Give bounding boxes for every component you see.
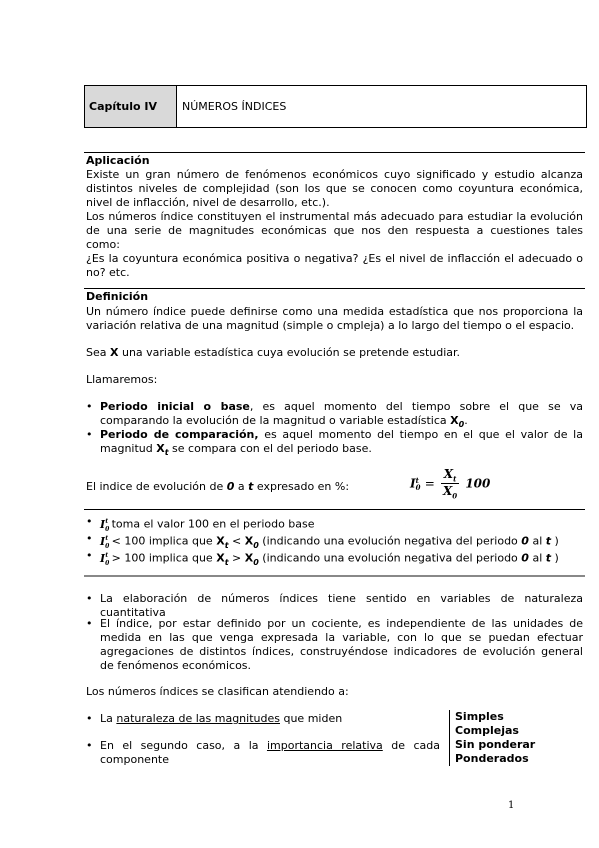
text: es aquel momento del tiempo en el que el valor de la: [258, 428, 583, 441]
divider: [84, 288, 585, 289]
case-greater: [100, 549, 583, 571]
text: > 100 implica que: [108, 551, 217, 565]
underlined-text: importancia relativa: [266, 739, 383, 752]
period-t: t: [248, 480, 254, 493]
index-sup: t: [105, 535, 109, 542]
text: En el segundo caso, a la: [100, 739, 267, 752]
num-var: X: [443, 467, 454, 481]
text-line: La elaboración de números índices tiene sentido en variables de naturaleza: [100, 592, 583, 605]
numerator: [441, 467, 459, 484]
text: magnitud: [100, 442, 157, 455]
bullet-periodo-comparacion: [100, 428, 583, 456]
bullet: •: [86, 739, 93, 752]
bullet: •: [86, 428, 93, 441]
denominator: [441, 484, 459, 500]
text: una variable estadística cuya evolución se pretende estudiar.: [118, 346, 461, 359]
chapter-header: [84, 85, 587, 128]
formula-100: 100: [465, 476, 491, 491]
index-types-list: [449, 710, 535, 766]
sub: t: [224, 540, 229, 550]
text-line: [100, 400, 583, 414]
bullet: •: [86, 549, 93, 562]
subscript: t: [164, 448, 169, 458]
period-0: 0: [521, 534, 529, 548]
text-line: cuantitativa: [100, 606, 166, 619]
divider: [84, 575, 585, 577]
text-line: nivel de inflacción, nivel de desarrollo, etc.).: [86, 196, 330, 209]
divider: [84, 152, 585, 153]
text: .: [464, 414, 468, 427]
var: X: [216, 551, 225, 565]
type-complejas: Complejas: [455, 724, 519, 737]
bullet: •: [86, 592, 93, 605]
text-line: medida en las que venga expresada la variable, con lo que se puedan efectuar: [100, 631, 583, 644]
period-t: t: [545, 534, 552, 548]
period-0: 0: [226, 480, 235, 493]
text-line: como:: [86, 238, 120, 251]
formula-eq: =: [424, 476, 435, 491]
formula-sup: t: [415, 475, 419, 485]
text-line: Los números índice constituyen el instrumental más adecuado para estudiar la evolución: [86, 210, 583, 223]
text: ): [551, 534, 559, 548]
index-symbol: $I_0^t$: [100, 534, 110, 550]
text-line: no? etc.: [86, 266, 130, 279]
index-symbol: $I_0^t$: [100, 517, 110, 533]
text-line: distintos niveles de complejidad (son los que se conocen como coyuntura económica,: [86, 182, 583, 195]
text: ): [551, 551, 559, 565]
text-line: [100, 739, 440, 753]
text-line: [100, 428, 583, 442]
text-line: agregaciones de distintos índices, construyéndose indicadores de evolución general: [100, 645, 583, 658]
op: >: [228, 551, 245, 565]
section-heading-definicion: Definición: [86, 290, 149, 303]
sub: 0: [253, 540, 259, 550]
type-sin-ponderar: Sin ponderar: [455, 738, 536, 751]
sub: t: [224, 557, 229, 567]
text-line: variación relativa de una magnitud (simple o cmpleja) a lo largo del tiempo o el espacio.: [86, 319, 575, 332]
indice-sentence: [86, 480, 583, 494]
index-symbol: $I_0^t$: [100, 551, 110, 567]
text: al: [528, 534, 546, 548]
text: (indicando una evolución negativa del periodo: [258, 551, 522, 565]
period-t: t: [545, 551, 552, 565]
text-line: componente: [100, 753, 169, 766]
term: Periodo de comparación,: [100, 428, 259, 441]
bullet: •: [86, 532, 93, 545]
den-var: X: [442, 484, 453, 499]
page-number: 1: [508, 800, 515, 811]
bullet: •: [86, 400, 93, 413]
text: se compara con el del periodo base.: [168, 442, 372, 455]
bullet: •: [86, 515, 93, 528]
text: que miden: [279, 712, 343, 725]
text: toma el valor 100 en el periodo base: [108, 517, 315, 531]
chapter-label: Capítulo IV: [85, 86, 177, 127]
op: <: [228, 534, 245, 548]
den-sub: 0: [452, 491, 458, 501]
text: < 100 implica que: [108, 534, 217, 548]
text: a: [234, 480, 249, 493]
index-sup: t: [105, 518, 109, 525]
num-sub: t: [453, 474, 457, 484]
text: al: [528, 551, 546, 565]
bullet: •: [86, 712, 93, 725]
subscript: 0: [458, 420, 465, 430]
text: El indice de evolución de: [86, 480, 227, 493]
llamaremos: Llamaremos:: [86, 373, 158, 386]
text: , es aquel momento del tiempo sobre el que se va: [249, 400, 583, 413]
sub: 0: [253, 557, 259, 567]
definicion-paragraph: [86, 305, 583, 333]
clasifican-sentence: Los números índices se clasifican atendiendo a:: [86, 685, 349, 698]
text: Sea: [86, 346, 110, 359]
formula-fraction: [441, 467, 459, 501]
var: X: [216, 534, 225, 548]
text-line: ¿Es la coyuntura económica positiva o negativa? ¿Es el nivel de inflacción el adecuado o: [86, 252, 583, 265]
text-line: Existe un gran número de fenómenos económicos cuyo significado y estudio alcanza: [86, 168, 583, 181]
text: comparando la evolución de la magnitud o variable estadística: [100, 414, 451, 427]
variable-x: X: [110, 346, 119, 359]
index-formula: [410, 467, 490, 501]
variable: X: [156, 442, 165, 455]
text: La: [100, 712, 117, 725]
sea-sentence: [86, 346, 583, 360]
text-line: El índice, por estar definido por un cociente, es independiente de las unidades de: [100, 617, 583, 630]
note-independiente: [100, 617, 583, 673]
bullet-periodo-base: [100, 400, 583, 428]
aplicacion-paragraph: [86, 168, 583, 280]
class-item-naturaleza: [100, 712, 342, 726]
type-ponderados: Ponderados: [455, 752, 529, 765]
note-cuantitativa: [100, 592, 583, 620]
type-simples: Simples: [455, 710, 504, 723]
index-sup: t: [105, 552, 109, 559]
period-0: 0: [521, 551, 529, 565]
var: X: [244, 551, 254, 565]
class-item-importancia: [100, 739, 440, 767]
text-line: de una serie de magnitudes económicas que nos den respuesta a cuestiones tales: [86, 224, 583, 237]
divider: [84, 509, 585, 510]
bullet: •: [86, 617, 93, 630]
formula-lhs: I: [410, 476, 416, 491]
var: X: [244, 534, 254, 548]
text-line: de fenómenos económicos.: [100, 659, 252, 672]
text-line: Un número índice puede definirse como una medida estadística que nos proporciona la: [86, 305, 583, 318]
text-line: [100, 442, 583, 456]
term: Periodo inicial o base: [100, 400, 250, 413]
formula-sub: 0: [415, 482, 421, 492]
underlined-text: naturaleza de las magnitudes: [116, 712, 280, 725]
text: de cada: [382, 739, 440, 752]
text: expresado en %:: [253, 480, 350, 493]
section-heading-aplicacion: Aplicación: [86, 154, 150, 167]
variable: X: [450, 414, 459, 427]
text-line: [100, 414, 583, 428]
text: (indicando una evolución negativa del periodo: [258, 534, 522, 548]
chapter-title: NÚMEROS ÍNDICES: [182, 100, 287, 113]
